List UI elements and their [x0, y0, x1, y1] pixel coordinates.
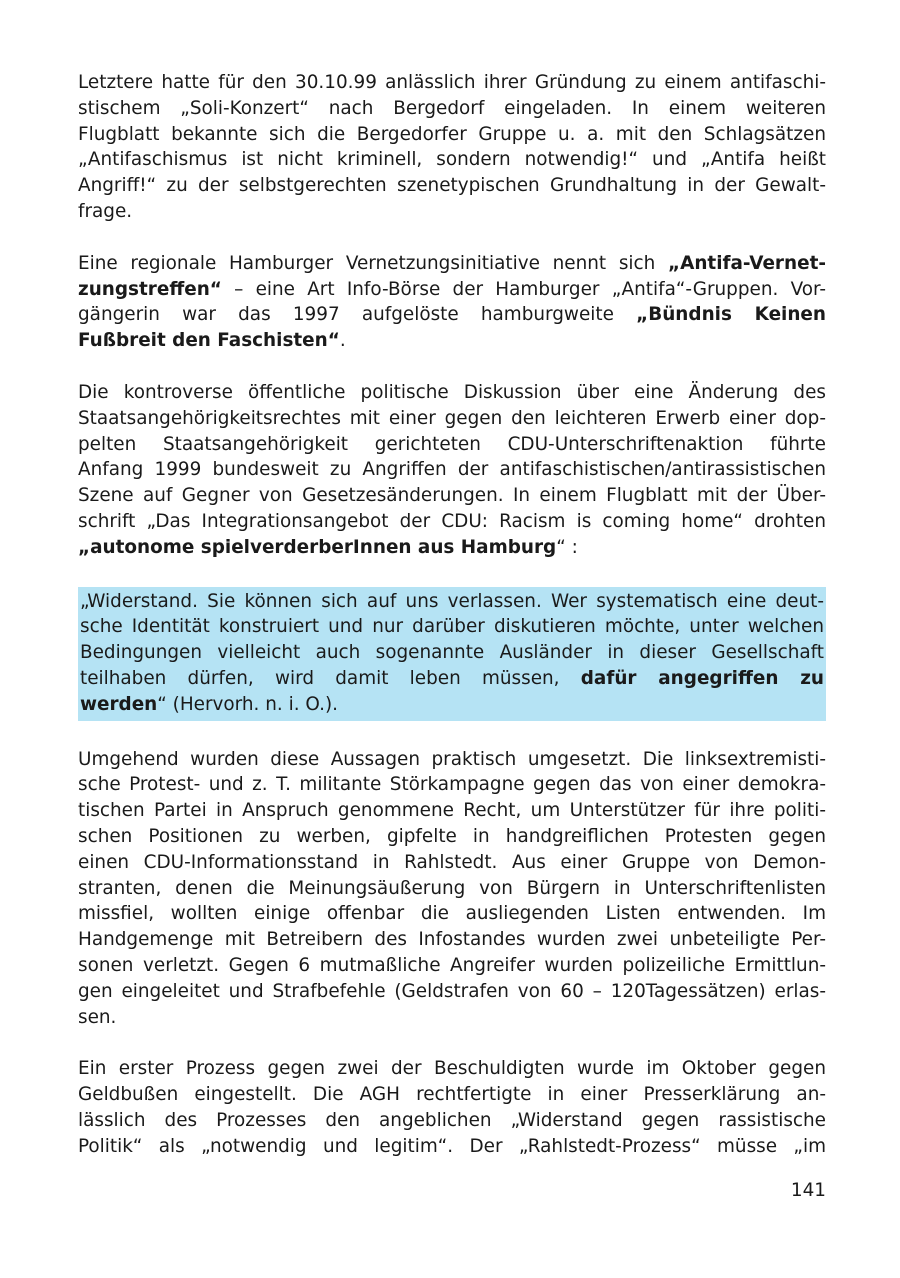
text-run: lässlich des Prozesses den angeblichen „Widerstand gegen rassistische	[78, 1109, 826, 1131]
text-line	[78, 589, 826, 615]
paragraph-gap	[78, 721, 826, 747]
bold-text: werden	[80, 693, 158, 715]
text-line	[78, 509, 826, 535]
text-line	[78, 824, 826, 850]
paragraph-p1	[78, 70, 826, 225]
text-run: Geldbußen eingestellt. Die AGH rechtfertigte in einer Presserklärung an-	[78, 1084, 826, 1106]
paragraph-gap	[78, 225, 826, 251]
bold-text: „Antifa-Vernet-	[668, 252, 826, 274]
text-run: „Antifaschismus ist nicht kriminell, sondern notwendig!“ und „Antifa heißt	[78, 149, 826, 171]
text-line	[78, 953, 826, 979]
text-line	[78, 1005, 826, 1031]
text-run: Flugblatt bekannte sich die Bergedorfer Gruppe u. a. mit den Schlagsätzen	[78, 123, 826, 145]
text-line	[78, 483, 826, 509]
paragraph-gap	[78, 1030, 826, 1056]
text-run: frage.	[78, 200, 133, 222]
text-run: Politik“ als „notwendig und legitim“. Der „Rahlstedt-Prozess“ müsse „im	[78, 1135, 826, 1157]
bold-text: Fußbreit den Faschisten“	[78, 330, 340, 352]
text-run: Angriff!“ zu der selbstgerechten szenetypischen Grundhaltung in der Gewalt-	[78, 175, 826, 197]
paragraph-gap	[78, 561, 826, 587]
text-line	[78, 173, 826, 199]
text-run: sche Protest- und z. T. militante Störkampagne gegen das von einer demokra-	[78, 774, 826, 796]
page-body	[78, 70, 826, 1159]
text-run: schrift „Das Integrationsangebot der CDU: Racism is coming home“ drohten	[78, 510, 826, 532]
text-run: sonen verletzt. Gegen 6 mutmaßliche Angreifer wurden polizeiliche Ermittlun-	[78, 954, 826, 976]
text-line	[78, 747, 826, 773]
text-line	[78, 406, 826, 432]
paragraph-p4	[78, 747, 826, 1031]
text-line	[78, 979, 826, 1005]
text-run: Eine regionale Hamburger Vernetzungsinitiative nennt sich	[78, 252, 669, 274]
text-line	[78, 96, 826, 122]
text-run: gängerin war das 1997 aufgelöste hamburgweite	[78, 304, 637, 326]
text-run: Umgehend wurden diese Aussagen praktisch umgesetzt. Die linksextremisti-	[78, 748, 826, 770]
bold-text: „Bündnis Keinen	[636, 304, 827, 326]
text-content	[78, 70, 826, 1159]
text-run: Szene auf Gegner von Gesetzesänderungen. In einem Flugblatt mit der Über-	[78, 485, 826, 507]
text-line	[78, 614, 826, 640]
text-run: Staatsangehörigkeitsrechtes mit einer gegen den leichteren Erwerb einer dop-	[78, 407, 826, 429]
paragraph-p3	[78, 380, 826, 561]
text-line	[78, 1108, 826, 1134]
text-line	[78, 798, 826, 824]
text-run: einen CDU-Informationsstand in Rahlstedt. Aus einer Gruppe von Demon-	[78, 851, 826, 873]
text-line	[78, 666, 826, 692]
text-line	[78, 1056, 826, 1082]
text-line	[78, 535, 826, 561]
text-run: .	[339, 330, 346, 352]
text-line	[78, 432, 826, 458]
text-run: Bedingungen vielleicht auch sogenannte Ausländer in dieser Gesellschaft	[80, 642, 824, 664]
text-line	[78, 772, 826, 798]
text-run: Handgemenge mit Betreibern des Infostandes wurden zwei unbeteiligte Per-	[78, 929, 826, 951]
text-line	[78, 122, 826, 148]
text-line	[78, 927, 826, 953]
text-line	[78, 251, 826, 277]
text-line	[78, 277, 826, 303]
text-line	[78, 850, 826, 876]
paragraph-gap	[78, 354, 826, 380]
text-run: “ (Hervorh. n. i. O.).	[157, 693, 338, 715]
text-line	[78, 70, 826, 96]
text-run: – eine Art Info-Börse der Hamburger „Antifa“-Gruppen. Vor-	[221, 278, 826, 300]
text-run: sche Identität konstruiert und nur darüber diskutieren möchte, unter welchen	[80, 616, 824, 638]
page-number: 141	[790, 1180, 826, 1201]
text-line	[78, 199, 826, 225]
text-run: missfiel, wollten einige offenbar die ausliegenden Listen entwenden. Im	[78, 903, 826, 925]
text-run: Ein erster Prozess gegen zwei der Beschuldigten wurde im Oktober gegen	[78, 1058, 826, 1080]
text-line	[78, 1082, 826, 1108]
bold-text: zungstreffen“	[78, 278, 222, 300]
text-run: sen.	[78, 1006, 117, 1028]
text-line	[78, 380, 826, 406]
paragraph-p5	[78, 1056, 826, 1159]
text-line	[78, 147, 826, 173]
text-run: stranten, denen die Meinungsäußerung von Bürgern in Unterschriftenlisten	[78, 877, 826, 899]
text-line	[78, 901, 826, 927]
paragraph-p2	[78, 251, 826, 354]
text-line	[78, 302, 826, 328]
text-run: Letztere hatte für den 30.10.99 anlässlich ihrer Gründung zu einem antifaschi-	[78, 72, 826, 93]
text-run: „Widerstand. Sie können sich auf uns verlassen. Wer systematisch eine deut-	[80, 590, 824, 612]
text-line	[78, 876, 826, 902]
text-run: Die kontroverse öffentliche politische Diskussion über eine Änderung des	[78, 381, 826, 403]
text-run: Anfang 1999 bundesweit zu Angriffen der antifaschistischen/antirassistischen	[78, 459, 826, 481]
blockquote	[78, 587, 826, 721]
bold-text: „autonome spielverderberInnen aus Hamburg	[78, 536, 557, 558]
text-line	[78, 328, 826, 354]
text-run: pelten Staatsangehörigkeit gerichteten CDU-Unterschriftenaktion führte	[78, 433, 826, 455]
text-run: stischem „Soli-Konzert“ nach Bergedorf eingeladen. In einem weiteren	[78, 97, 826, 119]
text-run: gen eingeleitet und Strafbefehle (Geldstrafen von 60 – 120Tagessätzen) erlas-	[78, 980, 826, 1002]
bold-text: dafür angegriffen zu	[580, 667, 824, 689]
text-line	[78, 640, 826, 666]
text-run: schen Positionen zu werben, gipfelte in handgreiflichen Protesten gegen	[78, 825, 826, 847]
text-run: tischen Partei in Anspruch genommene Recht, um Unterstützer für ihre politi-	[78, 800, 826, 822]
text-run: “ :	[556, 536, 578, 558]
text-line	[78, 457, 826, 483]
text-line	[78, 692, 826, 718]
text-run: teilhaben dürfen, wird damit leben müssen,	[80, 667, 581, 689]
text-line	[78, 1134, 826, 1160]
